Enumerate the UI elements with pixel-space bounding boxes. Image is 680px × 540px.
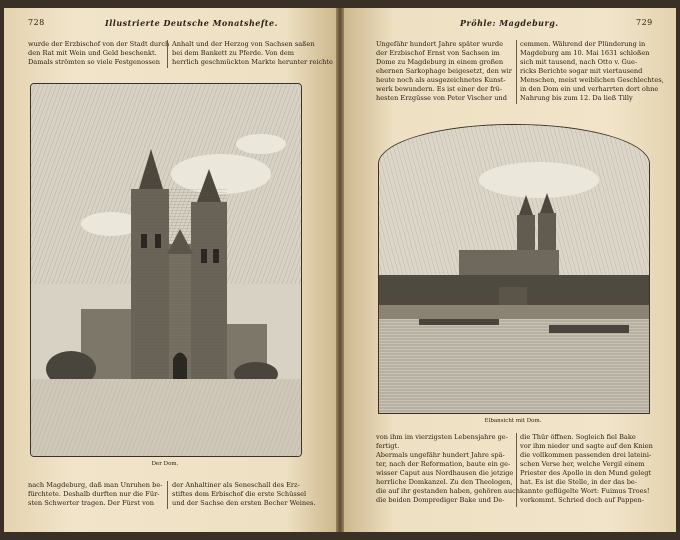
text-line: ter, nach der Reformation, baute ein ge- — [376, 460, 511, 468]
text-line: Anhalt und der Herzog von Sachsen saßen — [172, 40, 315, 48]
left-top-column-1 — [28, 40, 170, 67]
text-line: Damals strömten so viele Festgenossen — [28, 58, 160, 66]
right-running-head: Pröhle: Magdeburg. — [460, 18, 559, 28]
right-top-column-2 — [520, 40, 664, 103]
column-rule — [167, 40, 168, 68]
text-line: werk bewundern. Es ist einer der frü- — [376, 85, 503, 93]
text-line: vor ihm nieder und sagte auf den Knien — [520, 442, 653, 450]
text-line: schen Verse her, welche Vergil einem — [520, 460, 645, 468]
cathedral-engraving — [30, 83, 302, 457]
book-gutter — [336, 8, 344, 532]
text-line: fertigt. — [376, 442, 400, 450]
text-line: Dome zu Magdeburg in einem großen — [376, 58, 504, 66]
text-line: die auf ihr gestanden haben, gehören auch — [376, 487, 521, 495]
text-line: heute noch als ausgezeichnetes Kunst- — [376, 76, 506, 84]
text-line: kannte geflügelte Wort: Fuimus Troes! — [520, 487, 650, 495]
text-line: Priester des Apollo in den Mund gelegt — [520, 469, 652, 477]
left-top-column-2 — [172, 40, 333, 67]
text-line: fürchtete. Deshalb durften nur die Für- — [28, 490, 160, 498]
text-line: herrliche Domkanzel. Zu den Theologen, — [376, 478, 513, 486]
text-line: der Anhaltiner als Seneschall des Erz- — [172, 481, 300, 489]
text-line: die beiden Domprediger Bake und De- — [376, 496, 505, 504]
text-line: cemmen. Während der Plünderung in — [520, 40, 646, 48]
text-line: sich mit tausend, nach Otto v. Gue- — [520, 58, 638, 66]
text-line: Abermals ungefähr hundert Jahre spä- — [376, 451, 505, 459]
figure-caption: Elbansicht mit Dom. — [484, 418, 542, 424]
text-line: die Thür öffnen. Sogleich fiel Bake — [520, 433, 636, 441]
right-top-column-1 — [376, 40, 512, 103]
text-line: nach Magdeburg, daß man Unruhen be- — [28, 481, 163, 489]
text-line: der Erzbischof Ernst von Sachsen im — [376, 49, 500, 57]
text-line: wurde der Erzbischof von der Stadt durch — [28, 40, 170, 48]
text-line: von ihm im vierzigsten Lebensjahre ge- — [376, 433, 508, 441]
right-page-number: 729 — [636, 18, 653, 27]
text-line: wisser Caput aus Nordhausen die jetzige — [376, 469, 514, 477]
left-running-head: Illustrierte Deutsche Monatshefte. — [105, 18, 278, 28]
text-line: und der Sachse den ersten Becher Weines. — [172, 499, 316, 507]
right-bottom-column-1 — [376, 433, 521, 505]
column-rule — [516, 433, 517, 507]
left-bottom-column-1 — [28, 481, 164, 508]
left-page-number: 728 — [28, 18, 45, 27]
column-rule — [167, 481, 168, 509]
river-view-engraving — [378, 124, 650, 414]
column-rule — [516, 40, 517, 104]
text-line: bei dem Bankett zu Pferde. Von dem — [172, 49, 295, 57]
text-line: stiftes dem Erbischof die erste Schüssel — [172, 490, 307, 498]
text-line: Ungefähr hundert Jahre später wurde — [376, 40, 504, 48]
text-line: ehernen Sarkophage beigesetzt, den wir — [376, 67, 512, 75]
text-line: die vollkommen passenden drei lateini- — [520, 451, 652, 459]
right-bottom-column-2 — [520, 433, 654, 505]
text-line: den Rat mit Wein und Geld beschenkt. — [28, 49, 157, 57]
left-bottom-column-2 — [172, 481, 316, 508]
text-line: Menschen, meist weiblichen Geschlechtes, — [520, 76, 664, 84]
text-line: sten Schwerter tragen. Der Fürst von — [28, 499, 155, 507]
figure-caption: Der Dom. — [151, 461, 179, 467]
text-line: ricks Berichte sogar mit viertausend — [520, 67, 643, 75]
text-line: hat. Es ist die Stelle, in der das be- — [520, 478, 638, 486]
text-line: Magdeburg am 10. Mai 1631 schloßen — [520, 49, 650, 57]
text-line: Nahrung bis zum 12. Da ließ Tilly — [520, 94, 633, 102]
text-line: hesten Erzgüsse von Peter Vischer und — [376, 94, 507, 102]
text-line: in den Dom ein und verharrten dort ohne — [520, 85, 659, 93]
text-line: vorkommt. Schried doch auf Pappen- — [520, 496, 644, 504]
text-line: herrlich geschmückten Markte herunter reichte — [172, 58, 333, 66]
